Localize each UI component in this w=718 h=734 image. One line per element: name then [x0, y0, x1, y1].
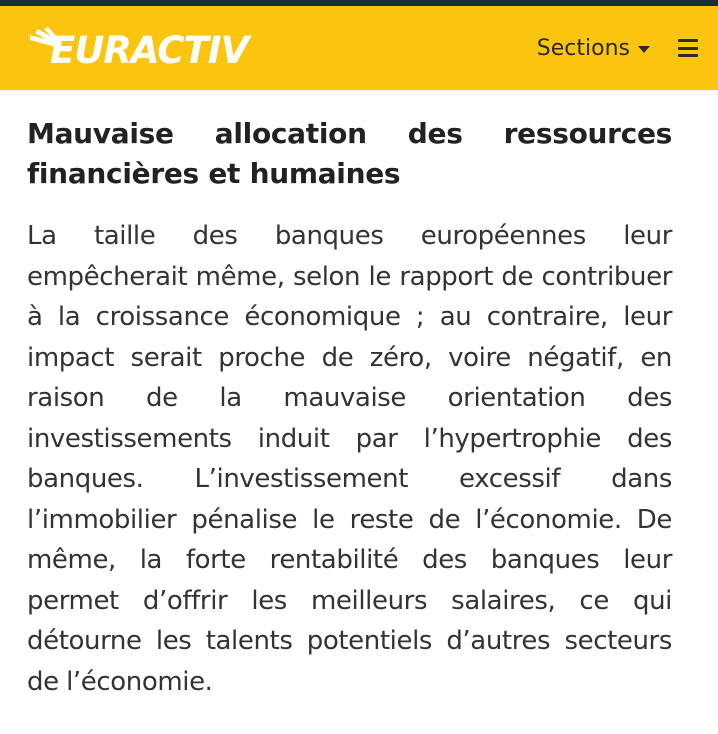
menu-bar [678, 47, 698, 50]
site-header [0, 6, 718, 90]
euractiv-logo[interactable] [26, 27, 258, 69]
article-content [0, 90, 718, 702]
sections-dropdown[interactable] [537, 36, 650, 61]
caret-down-icon [638, 46, 650, 53]
menu-bar [678, 54, 698, 57]
sections-label: Sections [536, 35, 630, 61]
header-actions [537, 36, 698, 61]
hamburger-menu-icon[interactable] [678, 39, 698, 57]
article-paragraph: La taille des banques européennes leur empêcherait même, selon le rapport de contribuer à la croissance économique ; au contraire, leur impact serait proche de zéro, voire négatif, en raison de la mauvaise orientation des investissements induit par l’hypertrophie des banques. L’investissement excessif dans l’immobilier pénalise le reste de l’économie. De même, la forte rentabilité des banques leur permet d’offrir les meilleurs salaires, ce qui détourne les talents potentiels d’autres secteurs de l’économie. [27, 221, 672, 697]
article-subheading: Mauvaise allocation des ressources financières et humaines [27, 117, 672, 190]
menu-bar [678, 39, 698, 42]
logo-text: EURACTIV [50, 29, 249, 69]
euractiv-logo-icon [26, 27, 258, 69]
